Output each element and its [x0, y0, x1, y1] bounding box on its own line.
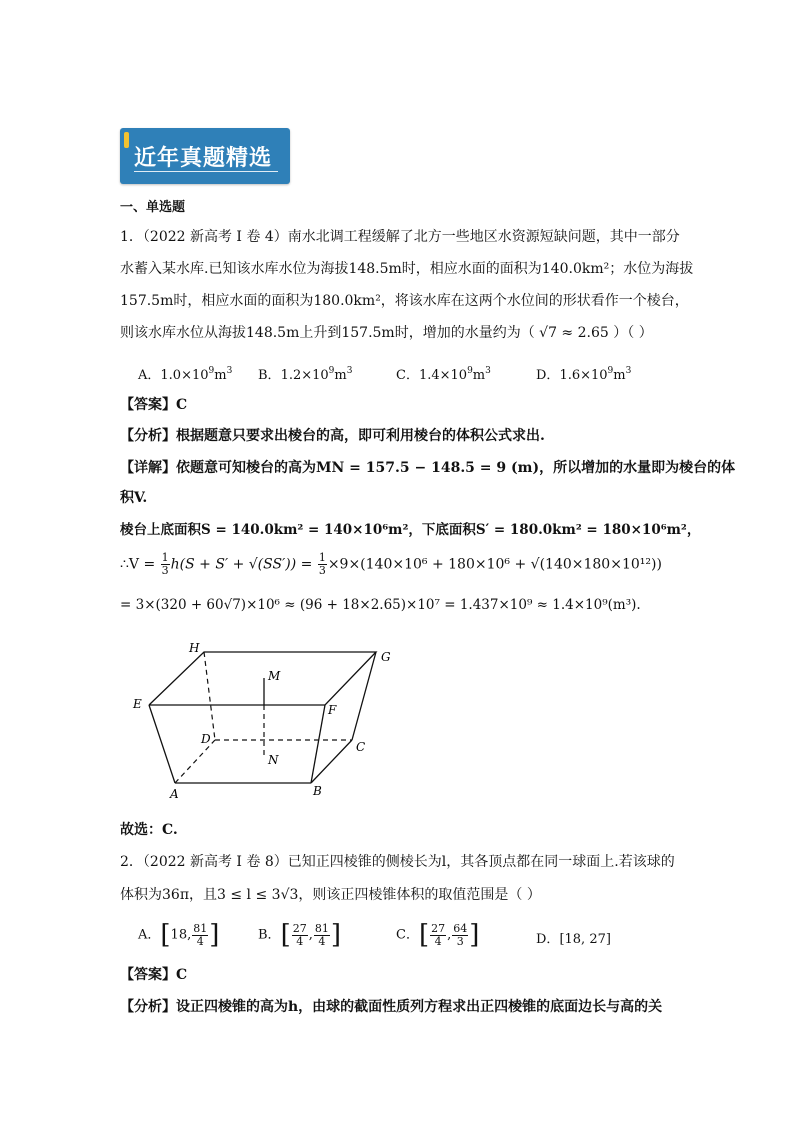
- q2-line-2: 体积为36π，且3 ≤ l ≤ 3√3，则该正四棱锥体积的取值范围是（ ）: [120, 887, 541, 903]
- q1-line-3: 157.5m时，相应水面的面积为180.0km²，将该水库在这两个水位间的形状看作一个棱台，: [120, 293, 689, 309]
- q1-choose: 故选：C.: [120, 822, 178, 838]
- section-banner: [120, 128, 290, 184]
- q2-answer: 【答案】C: [120, 967, 188, 983]
- q1-option-b: B．$1.2\times 10^9m^3$: [258, 366, 353, 383]
- q1-line-4: 则该水库水位从海拔148.5m上升到157.5m时，增加的水量约为（ √7 ≈ 2.65 ）（ ）: [120, 325, 653, 341]
- q1-option-c: C．$1.4\times 10^9m^3$: [396, 366, 491, 383]
- q1-detail-line-3: 棱台上底面积S = 140.0km² = 140×10⁶m²，下底面积S′ = 180.0km² = 180×10⁶m²，: [120, 522, 701, 538]
- banner-title: 近年真题精选: [134, 146, 273, 171]
- q2-analysis: 【分析】设正四棱锥的高为h，由球的截面性质列方程求出正四棱锥的底面边长与高的关: [120, 999, 663, 1015]
- fraction-one-third-2: $\frac{1}{3}$: [318, 551, 326, 577]
- section-heading: 一、单选题: [120, 200, 186, 215]
- banner-underline: [134, 171, 278, 172]
- q2-line-1: 2．（2022 新高考 I 卷 8）已知正四棱锥的侧棱长为l，其各顶点都在同一球面上.若该球的: [120, 854, 675, 870]
- q1-detail-line-2: 积V.: [120, 490, 148, 506]
- q1-analysis: 【分析】根据题意只要求出棱台的高，即可利用棱台的体积公式求出.: [120, 428, 545, 444]
- label-d: D: [201, 732, 211, 746]
- label-m: M: [268, 669, 281, 683]
- q1-option-d: D．$1.6\times 10^9m^3$: [536, 366, 632, 383]
- frustum-figure: [128, 640, 408, 805]
- label-a: A: [170, 787, 179, 801]
- q2-option-b: B．[ $\frac{27}{4}$ , $\frac{81}{4}$ ]: [258, 920, 342, 950]
- label-n: N: [268, 753, 279, 767]
- q1-formula-1: ∴V = $\frac{1}{3}$ h(S + S′ + √(SS′)) = $\frac{1}{3}$ ×9×(140×10⁶ + 180×10⁶ + √(140×180×10¹²)): [120, 551, 662, 577]
- q1-detail-line-1: 【详解】依题意可知棱台的高为MN = 157.5 − 148.5 = 9 (m)，所以增加的水量即为棱台的体: [120, 460, 736, 476]
- q2-option-c: C．[ $\frac{27}{4}$ , $\frac{64}{3}$ ]: [396, 920, 480, 950]
- label-g: G: [381, 650, 391, 664]
- label-b: B: [313, 784, 322, 798]
- label-f: F: [328, 703, 337, 717]
- fraction-one-third: $\frac{1}{3}$: [161, 551, 169, 577]
- label-h: H: [189, 641, 200, 655]
- q1-line-1: 1．（2022 新高考 I 卷 4）南水北调工程缓解了北方一些地区水资源短缺问题，其中一部分: [120, 229, 680, 245]
- q1-formula-2: = 3×(320 + 60√7)×10⁶ ≈ (96 + 18×2.65)×10⁷ = 1.437×10⁹ ≈ 1.4×10⁹(m³).: [120, 597, 641, 613]
- label-e: E: [133, 697, 142, 711]
- q1-line-2: 水蓄入某水库.已知该水库水位为海拔148.5m时，相应水面的面积为140.0km²；水位为海拔: [120, 261, 694, 277]
- q2-option-a: A．[18, $\frac{81}{4}$ ]: [138, 920, 220, 950]
- label-c: C: [356, 740, 366, 754]
- banner-accent: [124, 132, 129, 148]
- q1-option-a: A．$1.0\times 10^9m^3$: [138, 366, 233, 383]
- q2-option-d: D．[18, 27]: [536, 932, 611, 947]
- q1-answer: 【答案】C: [120, 397, 188, 413]
